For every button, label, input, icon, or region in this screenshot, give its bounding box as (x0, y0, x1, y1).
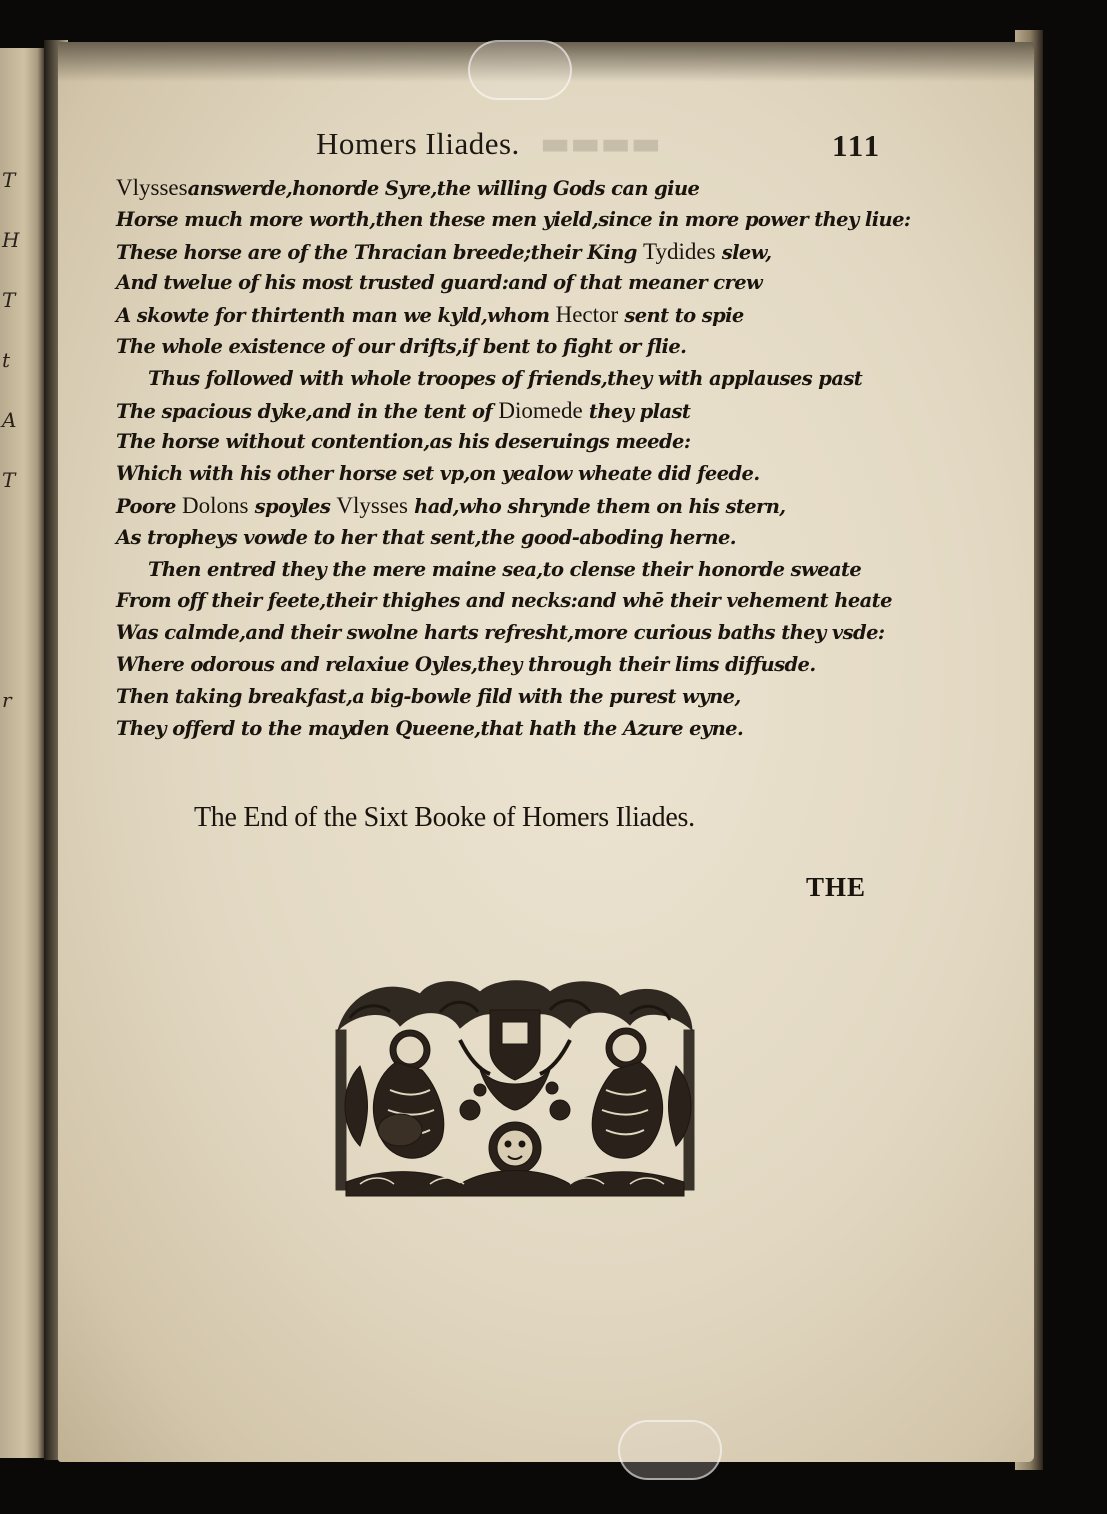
prev-page-fragment: A (2, 408, 17, 432)
woodcut-cherubs-ornament-icon (330, 970, 700, 1202)
verse-block (116, 172, 911, 744)
verse-text: Thus followed with whole troopes of friends,they with applauses past (148, 366, 863, 390)
prev-page-fragment: T (2, 168, 16, 192)
verse-line (116, 331, 906, 363)
verse-text: answerde,honorde Syre,the willing Gods can giue (187, 177, 700, 200)
proper-name: Tydides (643, 238, 716, 264)
verse-line (116, 713, 906, 745)
proper-name: Dolons (182, 492, 249, 518)
verse-text: From off their feete,their thighes and necks:and whē their vehement heate (116, 589, 892, 613)
verse-line (116, 236, 906, 268)
verse-text: sent to spie (618, 304, 744, 328)
catchword: THE (806, 872, 867, 902)
verse-text: And twelue of his most trusted guard:and of that meaner crew (116, 271, 763, 295)
page-clip-top (468, 40, 572, 100)
verse-text: Which with his other horse set vp,on yealow wheate did feede. (116, 462, 760, 486)
verse-text: Poore (116, 494, 183, 518)
verse-line (116, 172, 906, 204)
verse-line (116, 267, 906, 299)
proper-name: Diomede (498, 397, 583, 423)
verse-text: Was calmde,and their swolne harts refresht,more curious baths they vsde: (116, 621, 885, 645)
bleed-through: ▬▬▬▬ (540, 124, 661, 162)
prev-page-fragment: r (2, 688, 12, 712)
verse-text: The horse without contention,as his deseruings meede: (116, 430, 691, 454)
verse-text: had,who shrynde them on his stern, (407, 494, 786, 518)
verse-line (116, 617, 906, 649)
proper-name: Hector (555, 302, 619, 328)
verse-text: they plast (582, 399, 691, 423)
verse-text: They offerd to the mayden Queene,that hath the Azure eyne. (116, 716, 744, 740)
prev-page-fragment: t (2, 348, 11, 372)
verse-line (116, 490, 906, 522)
verse-text: The whole existence of our drifts,if bent to fight or flie. (116, 334, 687, 358)
verse-line (116, 363, 906, 395)
verse-text: spoyles (248, 494, 337, 518)
verse-text: A skowte for thirtenth man we kyld,whom (116, 304, 556, 328)
verse-line (116, 585, 906, 617)
verse-line (116, 395, 906, 427)
verse-line (116, 458, 906, 490)
proper-name: Vlysses (116, 175, 188, 200)
page-clip-bottom (618, 1420, 722, 1480)
verse-text: As tropheys vowde to her that sent,the good-aboding herne. (116, 525, 736, 549)
page-number: 111 (832, 128, 882, 163)
verse-line (116, 204, 911, 236)
prev-page-fragment: T (2, 288, 16, 312)
running-head: Homers Iliades. (316, 126, 520, 161)
verse-text: Where odorous and relaxiue Oyles,they through their lims diffusde. (116, 652, 816, 676)
verse-text: Horse much more worth,then these men yield,since in more power they liue: (116, 207, 911, 231)
prev-page-fragment: H (2, 228, 20, 252)
verse-text: These horse are of the Thracian breede;their King (116, 240, 644, 264)
verse-text: Then entred they the mere maine sea,to clense their honorde sweate (148, 557, 862, 581)
verse-line (116, 681, 906, 713)
verse-line (116, 522, 906, 554)
verse-line (116, 299, 906, 331)
verse-text: The spacious dyke,and in the tent of (116, 399, 499, 423)
previous-page-edge (0, 48, 44, 1458)
verse-line (116, 649, 906, 681)
colophon: The End of the Sixt Booke of Homers Iliades. (194, 802, 695, 833)
verse-text: slew, (715, 240, 772, 264)
verse-text: Then taking breakfast,a big-bowle fild with the purest wyne, (116, 684, 741, 708)
verse-line (116, 426, 906, 458)
prev-page-fragment: T (2, 468, 16, 492)
verse-line (116, 554, 906, 586)
proper-name: Vlysses (336, 492, 408, 518)
